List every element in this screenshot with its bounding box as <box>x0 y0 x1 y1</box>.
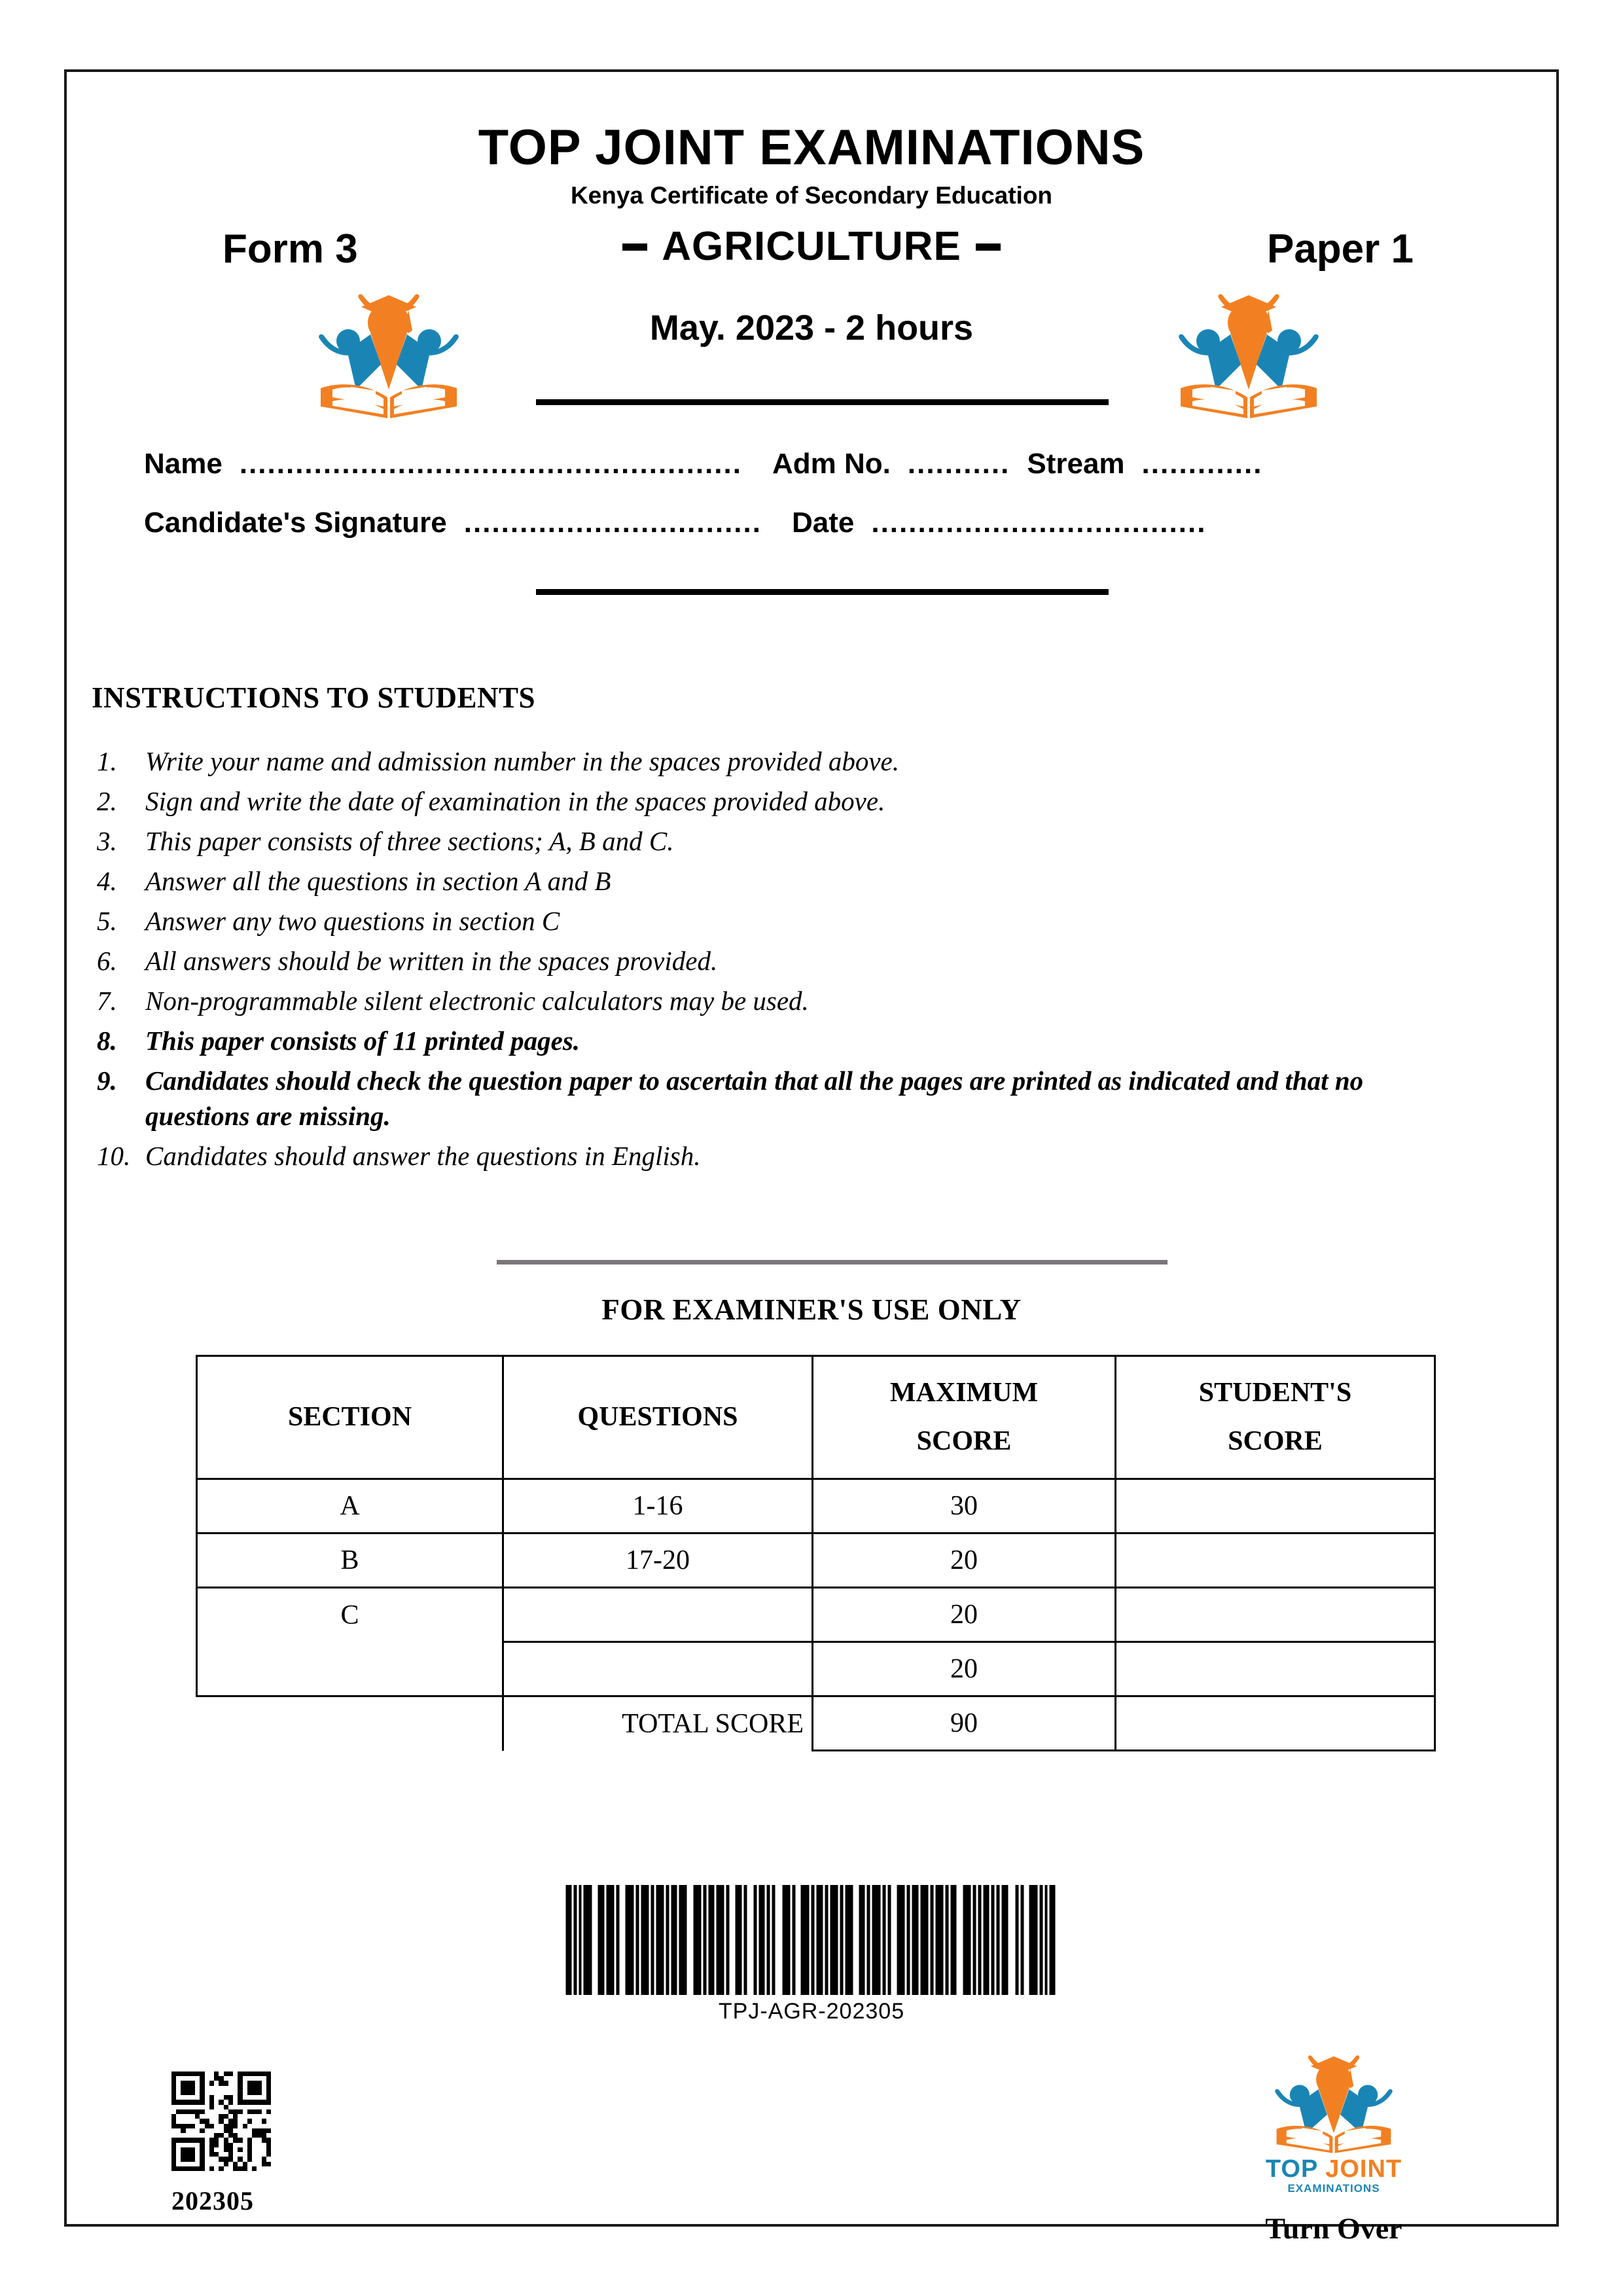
instruction-text: Answer any two questions in section C <box>145 905 560 936</box>
adm-no-label: Adm No. <box>772 448 891 480</box>
barcode-block <box>566 1885 1058 2024</box>
adm-no-input-dots[interactable]: ........... <box>907 448 1010 480</box>
cell-student-c1[interactable] <box>1116 1588 1435 1642</box>
cell-section-c: C <box>197 1588 503 1642</box>
qr-code-icon <box>171 2072 271 2171</box>
examiner-score-table <box>196 1355 1436 1751</box>
instruction-text: This paper consists of 11 printed pages. <box>145 1025 580 1056</box>
cell-maximum-a: 30 <box>813 1479 1116 1534</box>
cell-student-c2[interactable] <box>1116 1642 1435 1696</box>
instruction-item <box>92 1063 1440 1135</box>
column-header-maximum-line1: MAXIMUM <box>889 1378 1039 1408</box>
footer-brand-block <box>1229 2045 1438 2246</box>
top-joint-logo-icon <box>310 278 467 429</box>
instructions-heading: INSTRUCTIONS TO STUDENTS <box>92 681 536 714</box>
total-student-score[interactable] <box>1116 1696 1435 1751</box>
table-total-row <box>197 1696 1435 1751</box>
barcode-text: TPJ-AGR-202305 <box>718 1999 905 2024</box>
qr-code-label: 202305 <box>171 2186 254 2215</box>
section-divider <box>497 1260 1168 1265</box>
instruction-text: Candidates should answer the questions in English. <box>145 1141 701 1172</box>
column-header-student-line1: STUDENT'S <box>1198 1378 1352 1408</box>
top-joint-logo-footer-icon <box>1265 2045 1402 2155</box>
signature-label: Candidate's Signature <box>144 507 447 539</box>
date-input-dots[interactable]: .................................... <box>871 507 1207 539</box>
cell-questions-c1[interactable] <box>503 1588 813 1642</box>
instruction-number: 2. <box>97 785 117 816</box>
title-band <box>67 217 1556 387</box>
top-joint-logo-icon-right <box>1170 278 1327 429</box>
instruction-item <box>92 1138 1440 1174</box>
exam-subtitle: Kenya Certificate of Secondary Education <box>570 182 1053 209</box>
header-rule-bottom <box>536 589 1109 595</box>
brand-joint-text: JOINT <box>1325 2155 1402 2183</box>
cell-maximum-c2: 20 <box>813 1642 1116 1696</box>
table-row <box>197 1588 1435 1642</box>
column-header-questions: QUESTIONS <box>503 1356 813 1479</box>
stream-input-dots[interactable]: ............. <box>1141 448 1263 480</box>
cell-section-a: A <box>197 1479 503 1534</box>
instruction-item <box>92 983 1440 1019</box>
instruction-text: Candidates should check the question paper to ascertain that all the pages are printed as indicated and that no questions are missing. <box>145 1065 1364 1132</box>
cell-maximum-b: 20 <box>813 1534 1116 1588</box>
subject-block <box>452 223 1171 348</box>
instruction-number: 4. <box>97 865 117 896</box>
table-row <box>197 1479 1435 1534</box>
instruction-item <box>92 1023 1440 1059</box>
instruction-item <box>92 744 1440 780</box>
candidate-signature-line <box>144 507 1206 539</box>
instruction-number: 8. <box>97 1025 117 1056</box>
exam-header <box>67 72 1556 539</box>
paper-label: Paper 1 <box>1266 226 1414 272</box>
subject-name-row <box>452 223 1171 270</box>
instruction-number: 3. <box>97 825 117 856</box>
instruction-item <box>92 903 1440 939</box>
instruction-text: Write your name and admission number in the spaces provided above. <box>145 746 900 776</box>
instruction-number: 9. <box>97 1065 117 1096</box>
brand-top-text: TOP <box>1265 2155 1318 2183</box>
header-rule-top <box>536 399 1109 405</box>
column-header-section: SECTION <box>197 1356 503 1479</box>
instructions-list <box>92 744 1440 1174</box>
candidate-name-line <box>144 448 1262 480</box>
instruction-item <box>92 823 1440 859</box>
instruction-text: Answer all the questions in section A and B <box>145 865 611 896</box>
column-header-student-line2: SCORE <box>1228 1426 1323 1456</box>
name-label: Name <box>144 448 223 480</box>
column-header-maximum-line2: SCORE <box>916 1426 1012 1456</box>
exam-title: TOP JOINT EXAMINATIONS <box>478 120 1145 175</box>
subject-name: AGRICULTURE <box>662 224 961 269</box>
instruction-text: All answers should be written in the spaces provided. <box>145 945 718 976</box>
instruction-item <box>92 863 1440 899</box>
table-header-row <box>197 1356 1435 1479</box>
total-row-spacer <box>197 1696 503 1751</box>
name-input-dots[interactable]: ...................................................... <box>239 448 742 480</box>
stream-label: Stream <box>1027 448 1125 480</box>
brand-wordmark <box>1229 2157 1438 2181</box>
signature-input-dots[interactable]: ................................ <box>463 507 762 539</box>
cell-section-c-continued <box>197 1642 503 1696</box>
table-row <box>197 1642 1435 1696</box>
cell-questions-a: 1-16 <box>503 1479 813 1534</box>
instruction-item <box>92 943 1440 979</box>
cell-student-b[interactable] <box>1116 1534 1435 1588</box>
instruction-text: Non-programmable silent electronic calculators may be used. <box>145 985 809 1016</box>
cell-questions-b: 17-20 <box>503 1534 813 1588</box>
page-border <box>64 69 1559 2245</box>
instruction-number: 10. <box>97 1141 131 1172</box>
column-header-student-score <box>1116 1356 1435 1479</box>
brand-subtitle-text: EXAMINATIONS <box>1287 2182 1380 2195</box>
instruction-number: 5. <box>97 905 117 936</box>
instruction-number: 7. <box>97 985 117 1016</box>
barcode-icon <box>566 1885 1058 1995</box>
instruction-number: 1. <box>97 746 117 776</box>
dash-right-icon <box>976 243 1001 251</box>
instruction-text: Sign and write the date of examination in the spaces provided above. <box>145 785 885 816</box>
turn-over-label: Turn Over <box>1265 2212 1402 2245</box>
column-header-maximum-score <box>813 1356 1116 1479</box>
instruction-text: This paper consists of three sections; A, B and C. <box>145 825 674 856</box>
cell-maximum-c1: 20 <box>813 1588 1116 1642</box>
cell-section-b: B <box>197 1534 503 1588</box>
qr-code-block <box>171 2072 271 2216</box>
cell-student-a[interactable] <box>1116 1479 1435 1534</box>
form-label: Form 3 <box>223 226 358 272</box>
instruction-number: 6. <box>97 945 117 976</box>
cell-questions-c2[interactable] <box>503 1642 813 1696</box>
instructions-section <box>92 681 1440 1178</box>
exam-date-duration: May. 2023 - 2 hours <box>649 308 974 348</box>
dash-left-icon <box>622 243 647 251</box>
date-label: Date <box>791 507 855 539</box>
instruction-item <box>92 783 1440 819</box>
total-maximum-score: 90 <box>813 1696 1116 1751</box>
table-row <box>197 1534 1435 1588</box>
examiner-table-title: FOR EXAMINER'S USE ONLY <box>601 1293 1022 1326</box>
total-score-label: TOTAL SCORE <box>503 1696 813 1751</box>
